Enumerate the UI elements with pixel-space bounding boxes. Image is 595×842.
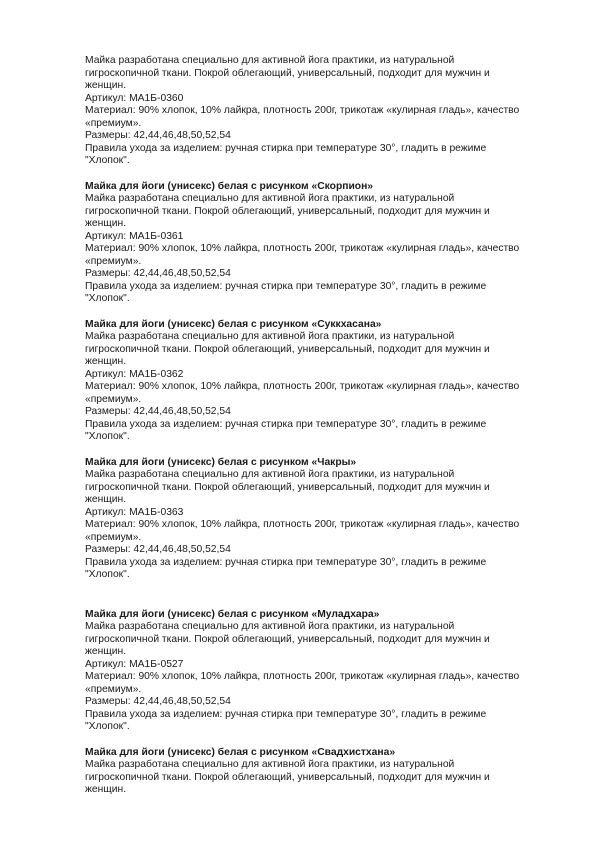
description-line: гигроскопичной ткани. Покрой облегающий, универсальный, подходит для мужчин и	[85, 481, 490, 493]
care-line: Правила ухода за изделием: ручная стирка при температуре 30°, гладить в режиме	[85, 418, 487, 430]
product-block	[85, 609, 555, 734]
description-line: Майка разработана специально для активной йога практики, из натуральной	[85, 621, 455, 632]
care-line: "Хлопок".	[85, 293, 130, 304]
material-line: Материал: 90% хлопок, 10% лайкра, плотность 200г, трикотаж «кулирная гладь», качество	[85, 671, 520, 682]
product-block	[85, 55, 555, 168]
care-line: "Хлопок".	[85, 569, 130, 580]
article-number: Артикул: МА1Б-0362	[85, 368, 184, 380]
product-block	[85, 319, 555, 444]
product-block	[85, 181, 555, 306]
description-line: Майка разработана специально для активной йога практики, из натуральной	[85, 331, 455, 342]
material-line: «премиум».	[85, 683, 142, 695]
sizes-line: Размеры: 42,44,46,48,50,52,54	[85, 406, 231, 417]
product-title: Майка для йоги (унисекс) белая с рисунком «Муладхара»	[85, 608, 380, 620]
sizes-line: Размеры: 42,44,46,48,50,52,54	[85, 696, 231, 707]
description-line: Майка разработана специально для активной йога практики, из натуральной	[85, 55, 455, 66]
description-line: Майка разработана специально для активной йога практики, из натуральной	[85, 469, 455, 480]
product-title: Майка для йоги (унисекс) белая с рисунком «Свадхистхана»	[85, 746, 396, 758]
product-block	[85, 457, 555, 582]
care-line: Правила ухода за изделием: ручная стирка при температуре 30°, гладить в режиме	[85, 142, 487, 154]
care-line: "Хлопок".	[85, 155, 130, 166]
description-line: гигроскопичной ткани. Покрой облегающий, универсальный, подходит для мужчин и	[85, 343, 490, 355]
article-number: Артикул: МА1Б-0361	[85, 230, 184, 242]
care-line: Правила ухода за изделием: ручная стирка при температуре 30°, гладить в режиме	[85, 708, 487, 720]
care-line: Правила ухода за изделием: ручная стирка при температуре 30°, гладить в режиме	[85, 556, 487, 568]
article-number: Артикул: МА1Б-0360	[85, 92, 184, 104]
description-line: женщин.	[85, 218, 127, 229]
description-line: женщин.	[85, 784, 127, 795]
product-title: Майка для йоги (унисекс) белая с рисунком «Чакры»	[85, 456, 357, 468]
material-line: Материал: 90% хлопок, 10% лайкра, плотность 200г, трикотаж «кулирная гладь», качество	[85, 519, 520, 530]
description-line: женщин.	[85, 80, 127, 91]
description-line: Майка разработана специально для активной йога практики, из натуральной	[85, 759, 455, 770]
care-line: Правила ухода за изделием: ручная стирка при температуре 30°, гладить в режиме	[85, 280, 487, 292]
description-line: женщин.	[85, 494, 127, 505]
product-title: Майка для йоги (унисекс) белая с рисунком «Скорпион»	[85, 180, 374, 192]
sizes-line: Размеры: 42,44,46,48,50,52,54	[85, 130, 231, 141]
description-line: женщин.	[85, 356, 127, 367]
description-line: Майка разработана специально для активной йога практики, из натуральной	[85, 193, 455, 204]
product-title: Майка для йоги (унисекс) белая с рисунком «Суккхасана»	[85, 318, 382, 330]
material-line: Материал: 90% хлопок, 10% лайкра, плотность 200г, трикотаж «кулирная гладь», качество	[85, 381, 520, 392]
description-line: гигроскопичной ткани. Покрой облегающий, универсальный, подходит для мужчин и	[85, 771, 490, 783]
article-number: Артикул: МА1Б-0527	[85, 658, 184, 670]
article-number: Артикул: МА1Б-0363	[85, 506, 184, 518]
care-line: "Хлопок".	[85, 431, 130, 442]
material-line: «премиум».	[85, 117, 142, 129]
product-block	[85, 747, 555, 797]
material-line: «премиум».	[85, 531, 142, 543]
description-line: гигроскопичной ткани. Покрой облегающий, универсальный, подходит для мужчин и	[85, 67, 490, 79]
material-line: «премиум».	[85, 393, 142, 405]
material-line: Материал: 90% хлопок, 10% лайкра, плотность 200г, трикотаж «кулирная гладь», качество	[85, 243, 520, 254]
description-line: женщин.	[85, 646, 127, 657]
sizes-line: Размеры: 42,44,46,48,50,52,54	[85, 544, 231, 555]
material-line: Материал: 90% хлопок, 10% лайкра, плотность 200г, трикотаж «кулирная гладь», качество	[85, 105, 520, 116]
description-line: гигроскопичной ткани. Покрой облегающий, универсальный, подходит для мужчин и	[85, 205, 490, 217]
description-line: гигроскопичной ткани. Покрой облегающий, универсальный, подходит для мужчин и	[85, 633, 490, 645]
material-line: «премиум».	[85, 255, 142, 267]
care-line: "Хлопок".	[85, 721, 130, 732]
sizes-line: Размеры: 42,44,46,48,50,52,54	[85, 268, 231, 279]
